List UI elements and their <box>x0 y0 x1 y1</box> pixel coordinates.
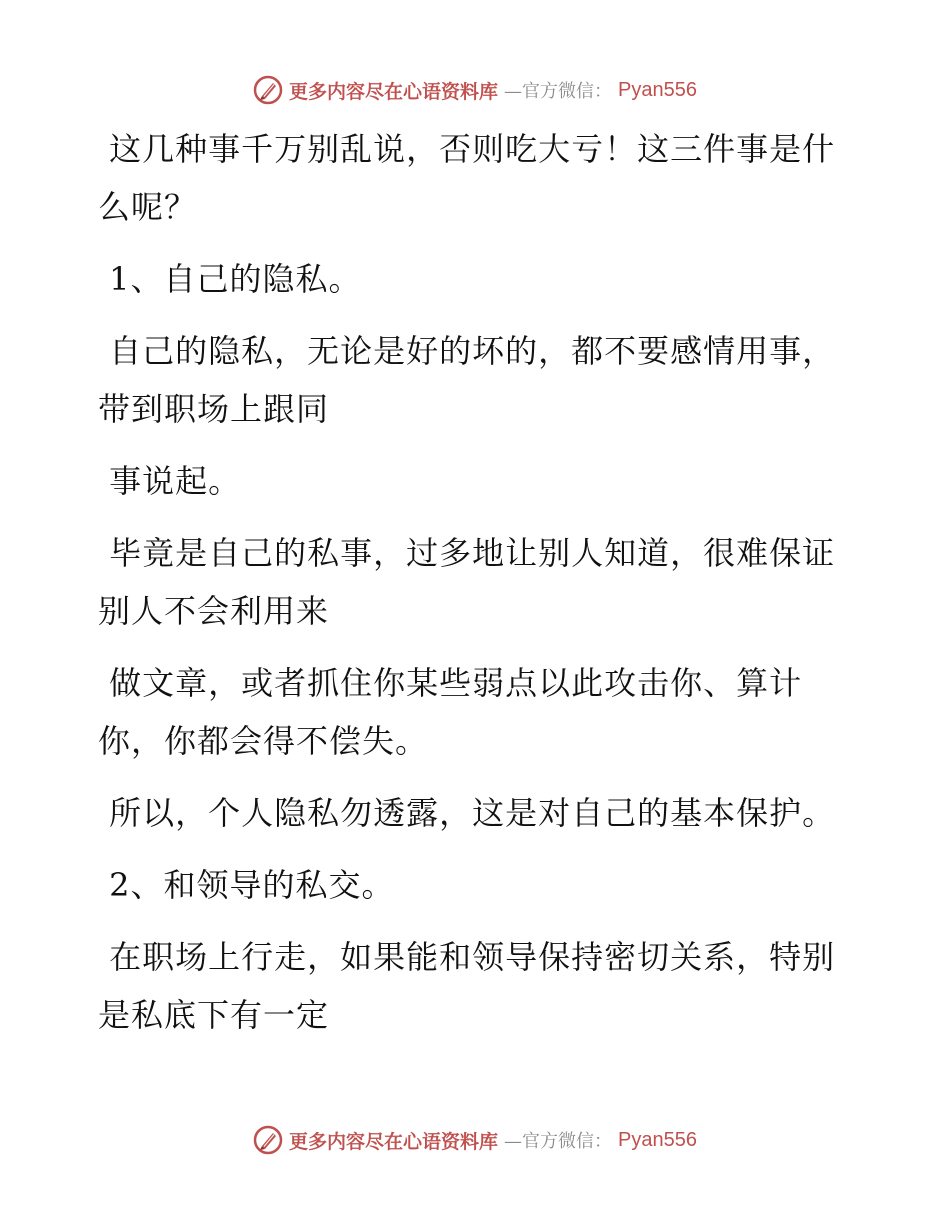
official-wechat-label: —官方微信： <box>504 81 613 102</box>
footer-banner <box>0 1120 950 1160</box>
section-heading: 1、自己的隐私。 <box>98 260 362 298</box>
paragraph: 毕竟是自己的私事，过多地让别人知道，很难保证别人不会利用来 <box>98 534 836 630</box>
paragraph: 自己的隐私，无论是好的坏的，都不要感情用事，带到职场上跟同 <box>98 332 836 428</box>
promo-text: 更多内容尽在心语资料库 <box>289 80 499 103</box>
paragraph: 所以，个人隐私勿透露，这是对自己的基本保护。 <box>98 794 836 832</box>
document-body <box>98 120 838 1058</box>
paragraph: 事说起。 <box>98 462 242 500</box>
wechat-id: Pyan556 <box>618 78 697 101</box>
pen-logo-icon <box>253 75 283 105</box>
paragraph: 在职场上行走，如果能和领导保持密切关系，特别是私底下有一定 <box>98 938 836 1034</box>
official-wechat-label: —官方微信： <box>504 1131 613 1152</box>
header-banner <box>0 70 950 110</box>
paragraph: 这几种事千万别乱说，否则吃大亏！这三件事是什么呢？ <box>98 130 836 226</box>
wechat-id: Pyan556 <box>618 1128 697 1151</box>
section-heading: 2、和领导的私交。 <box>98 866 395 904</box>
promo-text: 更多内容尽在心语资料库 <box>289 1130 499 1153</box>
pen-logo-icon <box>253 1125 283 1155</box>
paragraph: 做文章，或者抓住你某些弱点以此攻击你、算计你，你都会得不偿失。 <box>98 664 803 760</box>
